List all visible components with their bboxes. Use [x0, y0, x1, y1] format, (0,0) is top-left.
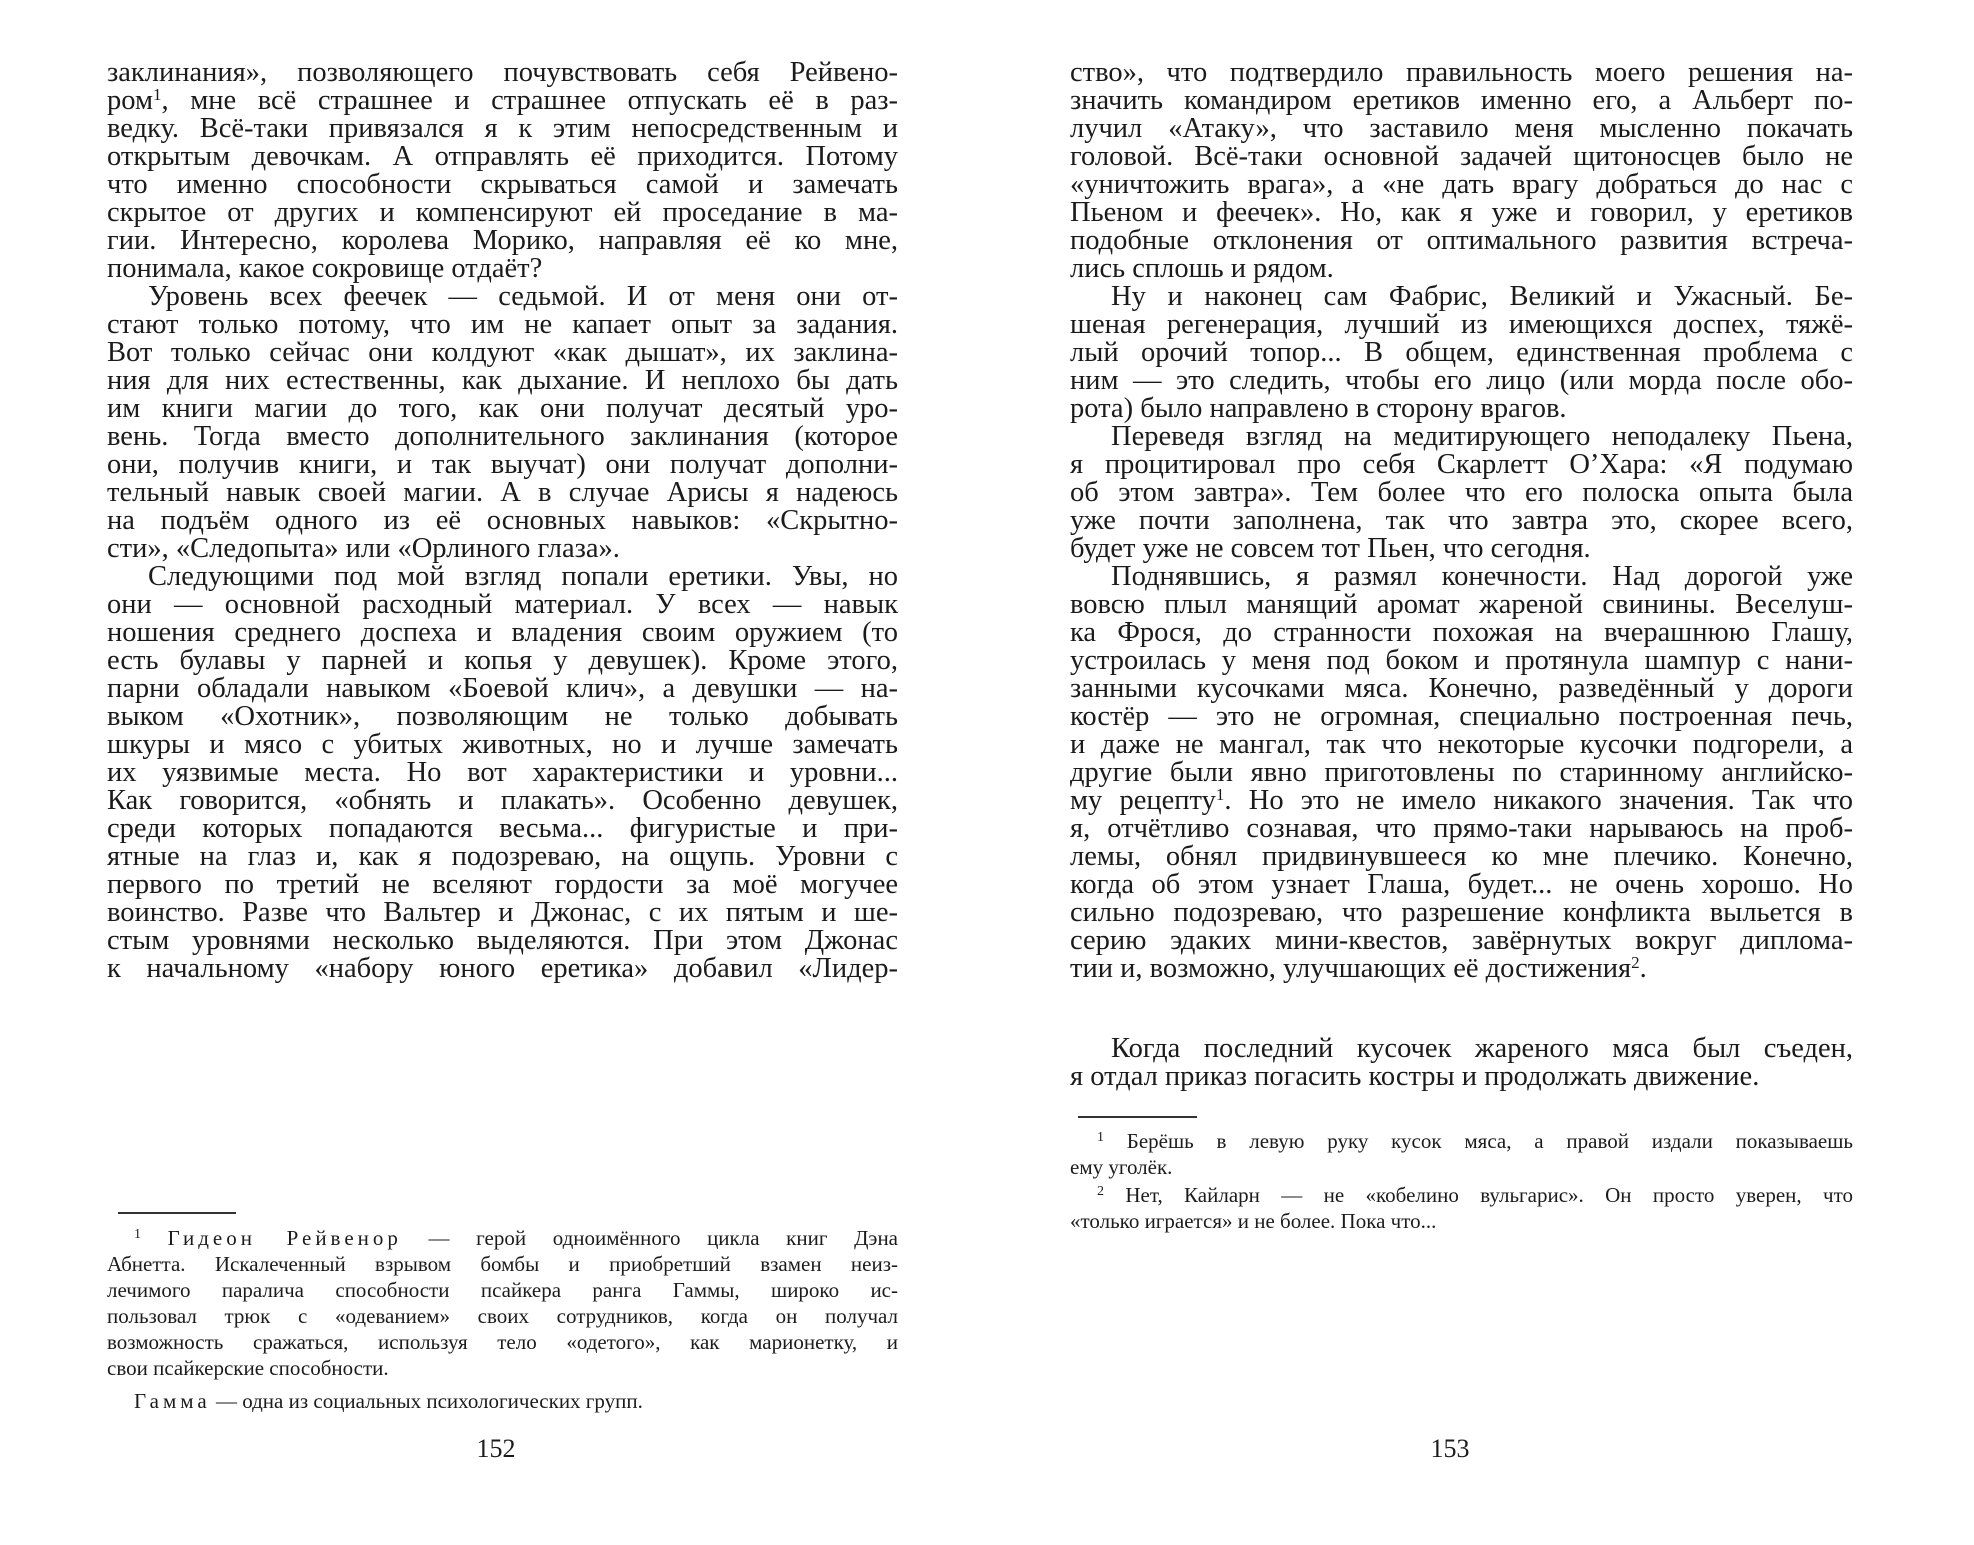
text-line: вень. Тогда вместо дополнительного заклинания (которое [107, 421, 898, 452]
right-page [987, 0, 1974, 1545]
text-line: Пьеном и феечек». Но, как я уже и говорил, у еретиков [1070, 197, 1853, 228]
text-line: открытым девочкам. А отправлять её приходится. Потому [107, 141, 898, 172]
text-line: занными кусочками мяса. Конечно, разведённый у дороги [1070, 673, 1853, 704]
text-line: ство», что подтвердило правильность моего решения на- [1070, 57, 1853, 88]
text-line: значить командиром еретиков именно его, а Альберт по- [1070, 85, 1853, 116]
text-line: ятные на глаз и, как я подозреваю, на ощупь. Уровни с [107, 841, 898, 872]
text-line: ведку. Всё-таки привязался я к этим непосредственным и [107, 113, 898, 144]
text-line: рота) было направлено в сторону врагов. [1070, 393, 1567, 424]
text-line: Как говорится, «обнять и плакать». Особенно девушек, [107, 785, 898, 816]
text-line: воинство. Разве что Вальтер и Джонас, с их пятым и ше- [107, 897, 898, 928]
text-line: стым уровнями несколько выделяются. При этом Джонас [107, 925, 898, 956]
text-line: другие были явно приготовлены по старинному английско- [1070, 757, 1853, 788]
footnote-text: — герой одноимённого цикла книг Дэна [401, 1226, 898, 1250]
text-line: ния для них естественны, как дыхание. И неплохо бы дать [107, 365, 898, 396]
footnote-line [1097, 1182, 1853, 1208]
page-number: 152 [476, 1434, 516, 1463]
text-line: на подъём одного из её основных навыков: «Скрытно- [107, 505, 898, 536]
footnote-line: свои псайкерские способности. [107, 1356, 389, 1380]
text-line: Когда последний кусочек жареного мяса был съеден, [1111, 1033, 1853, 1064]
footnote-line: Абнетта. Искалеченный взрывом бомбы и приобретший взамен неиз- [107, 1252, 898, 1276]
text-line: устроилась у меня под боком и протянула шампур с нани- [1070, 645, 1853, 676]
footnote-term: Гамма [134, 1389, 211, 1413]
text-line: ка Фрося, до странности похожая на вчерашнюю Глашу, [1070, 617, 1853, 648]
footnote-marker: 1 [134, 1227, 141, 1242]
text-line: я, отчётливо сознавая, что прямо-таки нарываюсь на проб- [1070, 813, 1853, 844]
text-line: ним — это следить, чтобы его лицо (или морда после обо- [1070, 365, 1853, 396]
text-line: сильно подозреваю, что разрешение конфликта выльется в [1070, 897, 1853, 928]
text-line: уже почти заполнена, так что завтра это, скорее всего, [1070, 505, 1853, 536]
text-line: я процитировал про себя Скарлетт О’Хара: «Я подумаю [1070, 449, 1853, 480]
text-fragment: тии и, возможно, улучшающих её достижения [1070, 953, 1632, 984]
text-line: стают только потому, что им не капает опыт за задания. [107, 309, 898, 340]
text-line: «уничтожить врага», а «не дать врагу добраться до нас с [1070, 169, 1853, 200]
footnote-marker: 1 [1097, 1130, 1104, 1145]
text-line: когда об этом узнает Глаша, будет... не очень хорошо. Но [1070, 869, 1853, 900]
text-line: Следующими под мой взгляд попали еретики. Увы, но [148, 561, 898, 592]
footnote-line: «только играется» и не более. Пока что... [1070, 1209, 1437, 1233]
footnote-text: — одна из социальных психологических групп. [210, 1389, 643, 1413]
footnote-divider [118, 1212, 236, 1214]
text-line [1070, 952, 1853, 986]
text-line: сти», «Следопыта» или «Орлиного глаза». [107, 533, 620, 564]
footnote-divider [1078, 1116, 1197, 1118]
footnote-name: Гидеон Рейвенор [167, 1226, 402, 1250]
text-fragment: . Но это не имело никакого значения. Так что [1224, 785, 1853, 816]
text-line: первого по третий не вселяют гордости за моё могучее [107, 869, 898, 900]
text-line: Уровень всех феечек — седьмой. И от меня они от- [148, 281, 898, 312]
text-line: парни обладали навыком «Боевой клич», а девушки — на- [107, 673, 898, 704]
text-line: тельный навык своей магии. А в случае Арисы я надеюсь [107, 477, 898, 508]
text-fragment: , мне всё страшнее и страшнее отпускать её в раз- [161, 85, 898, 116]
text-line: лись сплошь и рядом. [1070, 253, 1334, 284]
text-line: понимала, какое сокровище отдаёт? [107, 253, 543, 284]
text-line: будет уже не совсем тот Пьен, что сегодня. [1070, 533, 1591, 564]
text-fragment: ром [107, 85, 153, 116]
text-line: что именно способности скрываться самой и замечать [107, 169, 898, 200]
text-line: Поднявшись, я размял конечности. Над дорогой уже [1111, 561, 1853, 592]
text-line: головой. Всё-таки основной задачей щитоносцев было не [1070, 141, 1853, 172]
text-line: они — основной расходный материал. У всех — навык [107, 589, 898, 620]
text-line: шкуры и мясо с убитых животных, но и лучше замечать [107, 729, 898, 760]
text-line: ношения среднего доспеха и владения своим оружием (то [107, 617, 898, 648]
text-line: лучил «Атаку», что заставило меня мысленно покачать [1070, 113, 1853, 144]
text-line: костёр — это не огромная, специально построенная печь, [1070, 701, 1853, 732]
footnote-text: Берёшь в левую руку кусок мяса, а правой издали показываешь [1104, 1129, 1853, 1153]
footnote-line: пользовал трюк с «одеванием» своих сотрудников, когда он получал [107, 1304, 898, 1328]
text-fragment: . [1639, 953, 1647, 984]
text-line: лемы, обнял придвинувшееся ко мне плечико. Конечно, [1070, 841, 1853, 872]
text-line: Переведя взгляд на медитирующего неподалеку Пьена, [1111, 421, 1853, 452]
footnote-text: Нет, Кайларн — не «кобелино вульгарис». Он просто уверен, что [1104, 1183, 1853, 1207]
footnote-line: лечимого паралича способности псайкера ранга Гаммы, широко ис- [107, 1278, 898, 1302]
footnote-line [134, 1388, 898, 1414]
footnote-ref: 2 [1631, 953, 1640, 972]
text-line: выком «Охотник», позволяющим не только добывать [107, 701, 898, 732]
footnote-line: возможность сражаться, используя тело «одетого», как марионетку, и [107, 1330, 898, 1354]
text-fragment: му рецепту [1070, 785, 1216, 816]
text-line: об этом завтра». Тем более что его полоска опыта была [1070, 477, 1853, 508]
text-line: лый орочий топор... В общем, единственная проблема с [1070, 337, 1853, 368]
footnote-line: ему уголёк. [1070, 1155, 1173, 1179]
text-line: к начальному «набору юного еретика» добавил «Лидер- [107, 953, 898, 984]
text-line: скрытое от других и компенсируют ей проседание в ма- [107, 197, 898, 228]
text-line: я отдал приказ погасить костры и продолжать движение. [1070, 1061, 1760, 1092]
text-line: есть булавы у парней и копья у девушек). Кроме этого, [107, 645, 898, 676]
text-line: им книги магии до того, как они получат десятый уро- [107, 393, 898, 424]
footnote-line [1097, 1128, 1853, 1154]
footnote-marker: 2 [1097, 1184, 1104, 1199]
text-line: заклинания», позволяющего почувствовать себя Рейвено- [107, 57, 898, 88]
page-number: 153 [1430, 1434, 1470, 1463]
text-line: подобные отклонения от оптимального развития встреча- [1070, 225, 1853, 256]
text-line: и даже не мангал, так что некоторые кусочки подгорели, а [1070, 729, 1853, 760]
footnote-ref: 1 [153, 85, 162, 104]
footnote-ref: 1 [1215, 785, 1225, 804]
text-line: Вот только сейчас они колдуют «как дышат», их заклина- [107, 337, 898, 368]
text-line: среди которых попадаются весьма... фигуристые и при- [107, 813, 898, 844]
text-line: вовсю плыл манящий аромат жареной свинины. Веселуш- [1070, 589, 1853, 620]
footnote-line [134, 1225, 898, 1251]
text-line: Ну и наконец сам Фабрис, Великий и Ужасный. Бе- [1111, 281, 1853, 312]
text-line: шеная регенерация, лучший из имеющихся доспех, тяжё- [1070, 309, 1853, 340]
text-line: гии. Интересно, королева Морико, направляя её ко мне, [107, 225, 898, 256]
text-line: серию эдаких мини-квестов, завёрнутых вокруг диплома- [1070, 925, 1853, 956]
text-line: они, получив книги, и так выучат) они получат дополни- [107, 449, 898, 480]
text-line: их уязвимые места. Но вот характеристики и уровни... [107, 757, 898, 788]
